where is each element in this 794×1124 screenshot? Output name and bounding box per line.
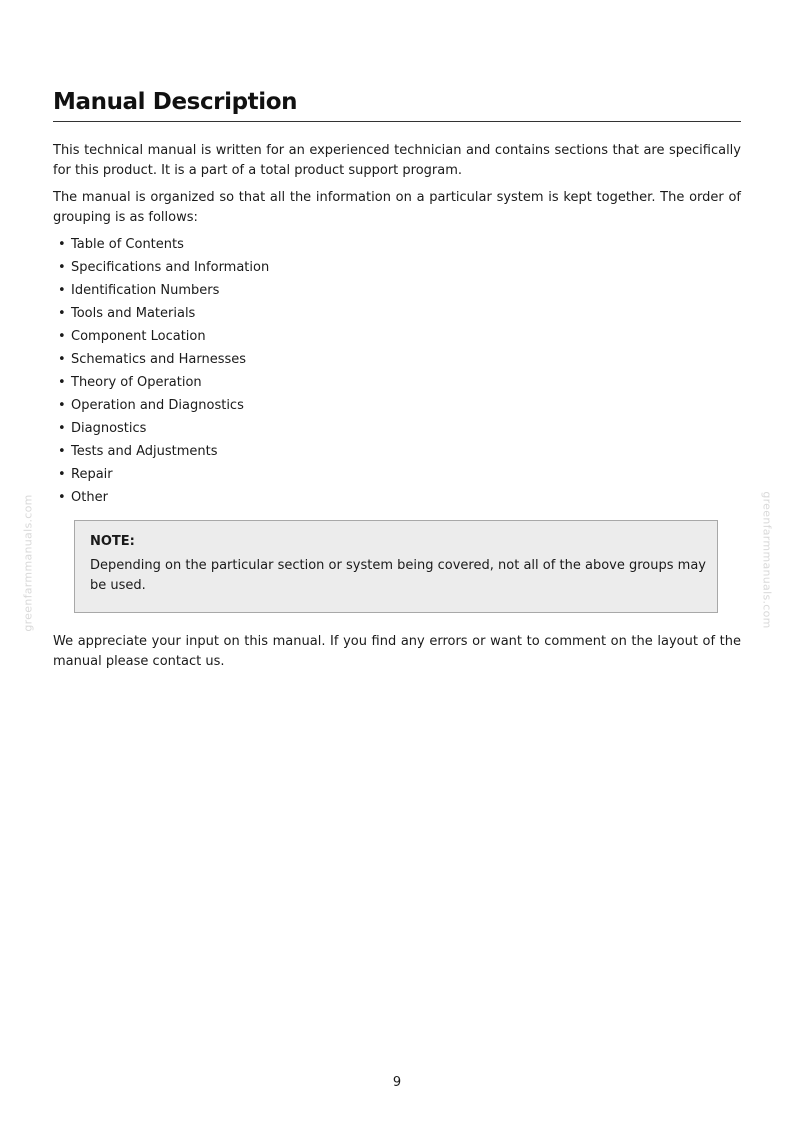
organization-paragraph: The manual is organized so that all the information on a particular system is kept together. The order of grouping is as follows: — [53, 190, 741, 225]
list-item-label: Table of Contents — [71, 237, 184, 252]
page-title: Manual Description — [53, 86, 741, 122]
bullet-icon: • — [58, 398, 66, 413]
list-item-label: Specifications and Information — [71, 260, 270, 275]
list-item-label: Other — [71, 490, 108, 505]
bullet-icon: • — [58, 329, 66, 344]
watermark-right: greenfarmmanuals.com — [760, 491, 774, 629]
list-item-label: Theory of Operation — [71, 375, 202, 390]
bullet-icon: • — [58, 490, 66, 505]
list-item-label: Operation and Diagnostics — [71, 398, 244, 413]
bullet-icon: • — [58, 260, 66, 275]
list-item — [53, 304, 269, 327]
bullet-icon: • — [58, 306, 66, 321]
list-item — [53, 350, 269, 373]
closing-paragraph: We appreciate your input on this manual. If you find any errors or want to comment on the layout of the manual please contact us. — [53, 634, 741, 669]
note-box — [74, 520, 718, 613]
list-item-label: Component Location — [71, 329, 206, 344]
list-item — [53, 396, 269, 419]
grouping-list — [53, 235, 269, 511]
bullet-icon: • — [58, 283, 66, 298]
list-item — [53, 465, 269, 488]
watermark-left: greenfarmmanuals.com — [21, 494, 35, 632]
bullet-icon: • — [58, 375, 66, 390]
list-item — [53, 327, 269, 350]
bullet-icon: • — [58, 421, 66, 436]
list-item-label: Tools and Materials — [71, 306, 196, 321]
list-item — [53, 442, 269, 465]
list-item — [53, 258, 269, 281]
note-title: NOTE: — [90, 534, 135, 549]
list-item — [53, 235, 269, 258]
list-item-label: Tests and Adjustments — [71, 444, 218, 459]
intro-paragraph: This technical manual is written for an experienced technician and contains sections that are specifically for this product. It is a part of a total product support program. — [53, 143, 741, 178]
bullet-icon: • — [58, 467, 66, 482]
list-item-label: Diagnostics — [71, 421, 147, 436]
list-item — [53, 373, 269, 396]
list-item-label: Identification Numbers — [71, 283, 220, 298]
list-item — [53, 281, 269, 304]
list-item-label: Repair — [71, 467, 113, 482]
bullet-icon: • — [58, 237, 66, 252]
bullet-icon: • — [58, 352, 66, 367]
list-item-label: Schematics and Harnesses — [71, 352, 247, 367]
list-item — [53, 419, 269, 442]
list-item — [53, 488, 269, 511]
bullet-icon: • — [58, 444, 66, 459]
note-text: Depending on the particular section or system being covered, not all of the above groups may be used. — [90, 558, 706, 593]
page-number: 9 — [392, 1075, 402, 1090]
